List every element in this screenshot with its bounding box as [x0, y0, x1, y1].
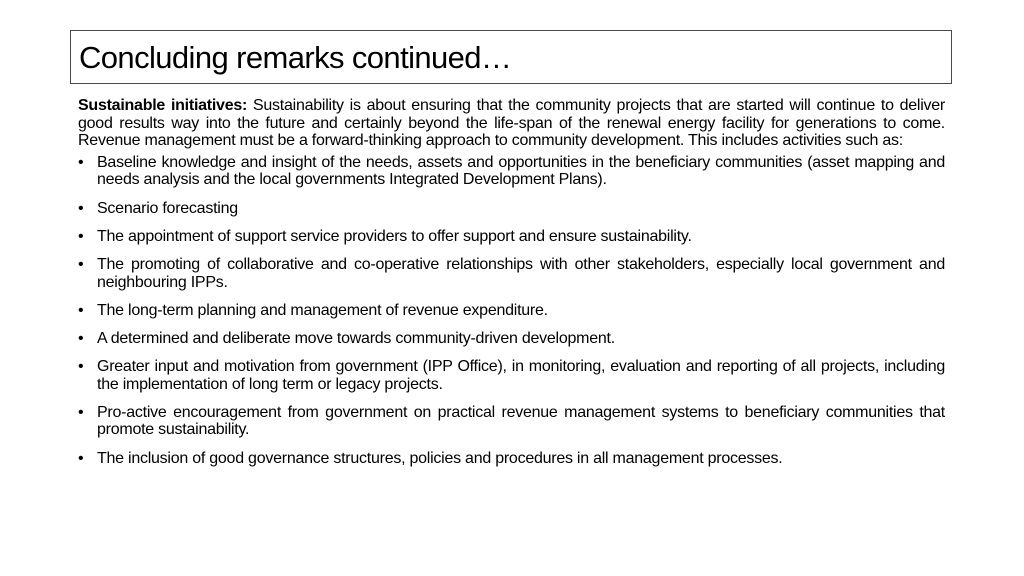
bullet-icon: •: [78, 301, 84, 319]
bullet-icon: •: [78, 255, 84, 273]
bullet-icon: •: [78, 449, 84, 467]
list-item-text: The long-term planning and management of revenue expenditure.: [97, 301, 548, 319]
list-item: [78, 358, 945, 393]
intro-label: Sustainable initiatives:: [78, 97, 248, 114]
slide-body: [78, 97, 945, 478]
list-item-text: The promoting of collaborative and co-operative relationships with other stakeholders, especially local government and neighbouring IPPs.: [97, 255, 945, 291]
bullet-icon: •: [78, 227, 84, 245]
bullet-icon: •: [78, 329, 84, 347]
intro-paragraph: [78, 97, 945, 150]
activities-list: [78, 154, 945, 467]
list-item: [78, 450, 945, 468]
list-item: [78, 256, 945, 291]
list-item-text: A determined and deliberate move towards community-driven development.: [97, 329, 615, 347]
list-item: [78, 330, 945, 348]
list-item-text: Scenario forecasting: [97, 199, 238, 217]
list-item-text: Baseline knowledge and insight of the needs, assets and opportunities in the beneficiary communities (asset mapping and needs analysis and the local governments Integrated Development Plans).: [97, 153, 945, 189]
list-item-text: Greater input and motivation from government (IPP Office), in monitoring, evaluation and reporting of all projects, including the implementation of long term or legacy projects.: [97, 358, 945, 393]
slide-title: Concluding remarks continued…: [79, 40, 512, 75]
bullet-icon: •: [78, 199, 84, 217]
list-item: [78, 404, 945, 439]
list-item: [78, 200, 945, 218]
bullet-icon: •: [78, 153, 84, 171]
list-item-text: The appointment of support service providers to offer support and ensure sustainability.: [97, 227, 692, 245]
bullet-icon: •: [78, 403, 84, 421]
list-item: [78, 228, 945, 246]
list-item-text: The inclusion of good governance structures, policies and procedures in all management processes.: [97, 449, 783, 467]
bullet-icon: •: [78, 358, 84, 376]
list-item: [78, 154, 945, 189]
list-item: [78, 302, 945, 320]
intro-text: Sustainability is about ensuring that the community projects that are started will continue to deliver good results way into the future and certainly beyond the life-span of the renewal energy facility for generations to come. Revenue management must be a forward-thinking approach to community development. This includes activities such as:: [78, 97, 946, 150]
list-item-text: Pro-active encouragement from government on practical revenue management systems to beneficiary communities that promote sustainability.: [97, 403, 945, 439]
title-box: [70, 30, 952, 84]
